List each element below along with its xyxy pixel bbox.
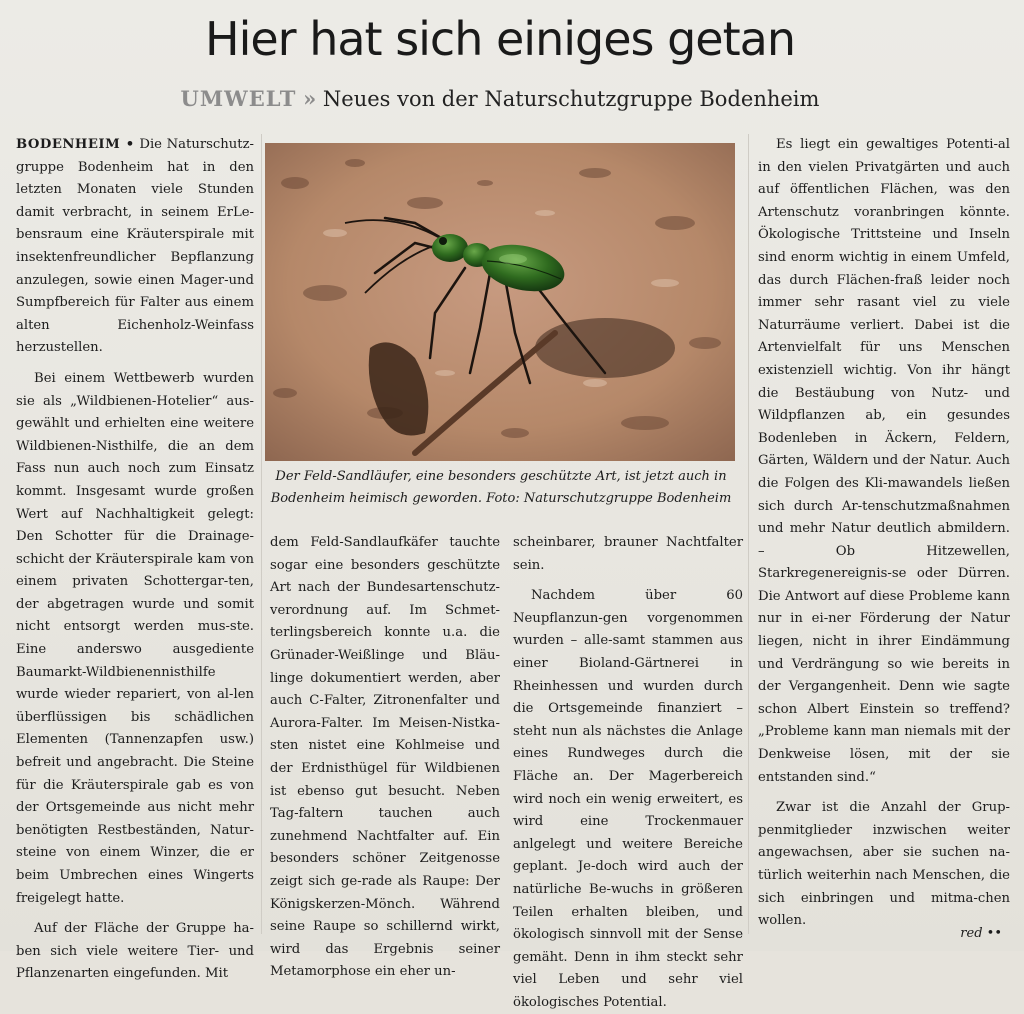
paragraph: Zwar ist die Anzahl der Grup-penmitglieder inzwischen weiter angewachsen, aber sie suchen na-türlich weiterhin nach Menschen, die sich einbringen und mitma-chen wollen. xyxy=(758,800,1010,929)
article-column-2 xyxy=(270,532,500,984)
photo-caption: Der Feld-Sandläufer, eine besonders geschützte Art, ist jetzt auch in Bodenheim heimisch geworden. Foto: Naturschutzgruppe Bodenheim xyxy=(270,469,732,506)
paragraph: Bei einem Wettbewerb wurden sie als „Wildbienen-Hotelier“ aus-gewählt und erhielten eine weitere Wildbienen-Nisthilfe, die an dem Fass nun auch noch zum Einsatz kommt. Insgesamt wurde großen Wert auf Nachhaltigkeit gelegt: Den Schotter für die Drainage-schicht der Kräuterspirale kam von einem privaten Schottergar-ten, der abgetragen wurde und somit nicht entsorgt werden mus-ste. Eine anderswo ausgediente Baumarkt-Wildbienennisthilfe wurde wieder repariert, von al-len überflüssigen bis schädlichen Elementen (Tannenzapfen usw.) befreit und angebracht. Die Steine für die Kräuterspirale gab es von der Ortsgemeinde aus nicht mehr benötigten Restbeständen, Natur-steine von einem Winzer, die er beim Umbrechen eines Wingerts freigelegt hatte. xyxy=(16,370,254,906)
kicker-separator: » xyxy=(303,86,317,111)
paragraph xyxy=(16,134,254,360)
article-column-4 xyxy=(758,134,1010,933)
headline: Hier hat sich einiges getan xyxy=(204,12,795,66)
paragraph: Nachdem über 60 Neupflanzun-gen vorgenommen wurden – alle-samt stammen aus einer Bioland-Gärtnerei in Rheinhessen und wurden durch die Ortsgemeinde finanziert – steht nun als nächstes die Anlage eines Rundweges durch die Fläche an. Der Magerbereich wird noch ein wenig erweitert, es wird eine Trockenmauer anlgelegt und weitere Bereiche geplant. Je-doch wird auch der natürliche Be-wuchs in größeren Teilen erhalten bleiben, und ökologisch sinnvoll mit der Sense gemäht. Denn in ihm steckt sehr viel Leben und sehr viel ökologisches Potential. xyxy=(513,588,743,1010)
paragraph-text: Die Naturschutz-gruppe Bodenheim hat in den letzten Monaten viele Stunden damit verbracht, in seinem ErLe-bensraum eine Kräuterspirale mit insektenfreundlicher Bepflanzung anzulegen, sowie einen Mager-und Sumpfbereich für Falter aus einem alten Eichenholz-Weinfass herzustellen. xyxy=(16,137,254,356)
paragraph: scheinbarer, brauner Nachtfalter sein. xyxy=(513,535,743,573)
article-column-1 xyxy=(16,134,254,986)
beetle-photo xyxy=(265,143,735,461)
paragraph: dem Feld-Sandlaufkäfer tauchte sogar eine besonders geschützte Art nach der Bundesartenschutz-verordnung auf. Im Schmet-terlingsbereich konnte u.a. die Grünader-Weißlinge und Bläu-linge dokumentiert werden, aber auch C-Falter, Zitronenfalter und Aurora-Falter. Im Meisen-Nistka-sten nistet eine Kohlmeise und der Erdnisthügel für Wildbienen ist ebenso gut besucht. Neben Tag-faltern tauchen auch zunehmend Nachtfalter auf. Ein besonders schöner Zeitgenosse zeigt sich ge-rade als Raupe: Der Königskerzen-Mönch. Während seine Raupe so schillernd wirkt, wird das Ergebnis seiner Metamorphose ein eher un- xyxy=(270,535,500,980)
subtitle: Neues von der Naturschutzgruppe Bodenheim xyxy=(322,87,820,111)
column-rule xyxy=(261,134,262,934)
dateline: BODENHEIM • xyxy=(16,137,135,152)
subheadline xyxy=(0,86,1000,111)
author-signoff: red •• xyxy=(960,926,1002,941)
column-rule xyxy=(748,134,749,934)
section-kicker: UMWELT xyxy=(180,86,297,111)
article-column-3 xyxy=(513,532,743,1014)
paragraph: Es liegt ein gewaltiges Potenti-al in den vielen Privatgärten und auch auf öffentlichen Flächen, was den Artenschutz voranbringen könnte. Ökologische Trittsteine und Inseln sind enorm wichtig in einem Umfeld, das durch Flächen-fraß leider noch immer sehr rasant viel zu viele Naturräume verliert. Dabei ist die Artenvielfalt für uns Menschen existenziell wichtig. Von ihr hängt die Bestäubung von Nutz- und Wildpflanzen ab, ein gesundes Bodenleben in Äckern, Feldern, Gärten, Wäldern und der Natur. Auch die Folgen des Kli-mawandels ließen sich durch Ar-tenschutzmaßnahmen und mehr Natur deutlich abmildern. – Ob Hitzewellen, Starkregenereignis-se oder Dürren. Die Antwort auf diese Probleme kann nur in ei-ner Förderung der Natur liegen, nicht in ihrer Eindämmung und Verdrängung so wie bereits in der Vergangenheit. Denn wie sagte schon Albert Einstein so treffend? „Probleme kann man niemals mit der Denkweise lösen, mit der sie entstanden sind.“ xyxy=(758,137,1010,785)
beetle-photo-image xyxy=(265,143,735,461)
paragraph: Auf der Fläche der Gruppe ha-ben sich viele weitere Tier- und Pflanzenarten eingefunden. Mit xyxy=(16,921,254,982)
